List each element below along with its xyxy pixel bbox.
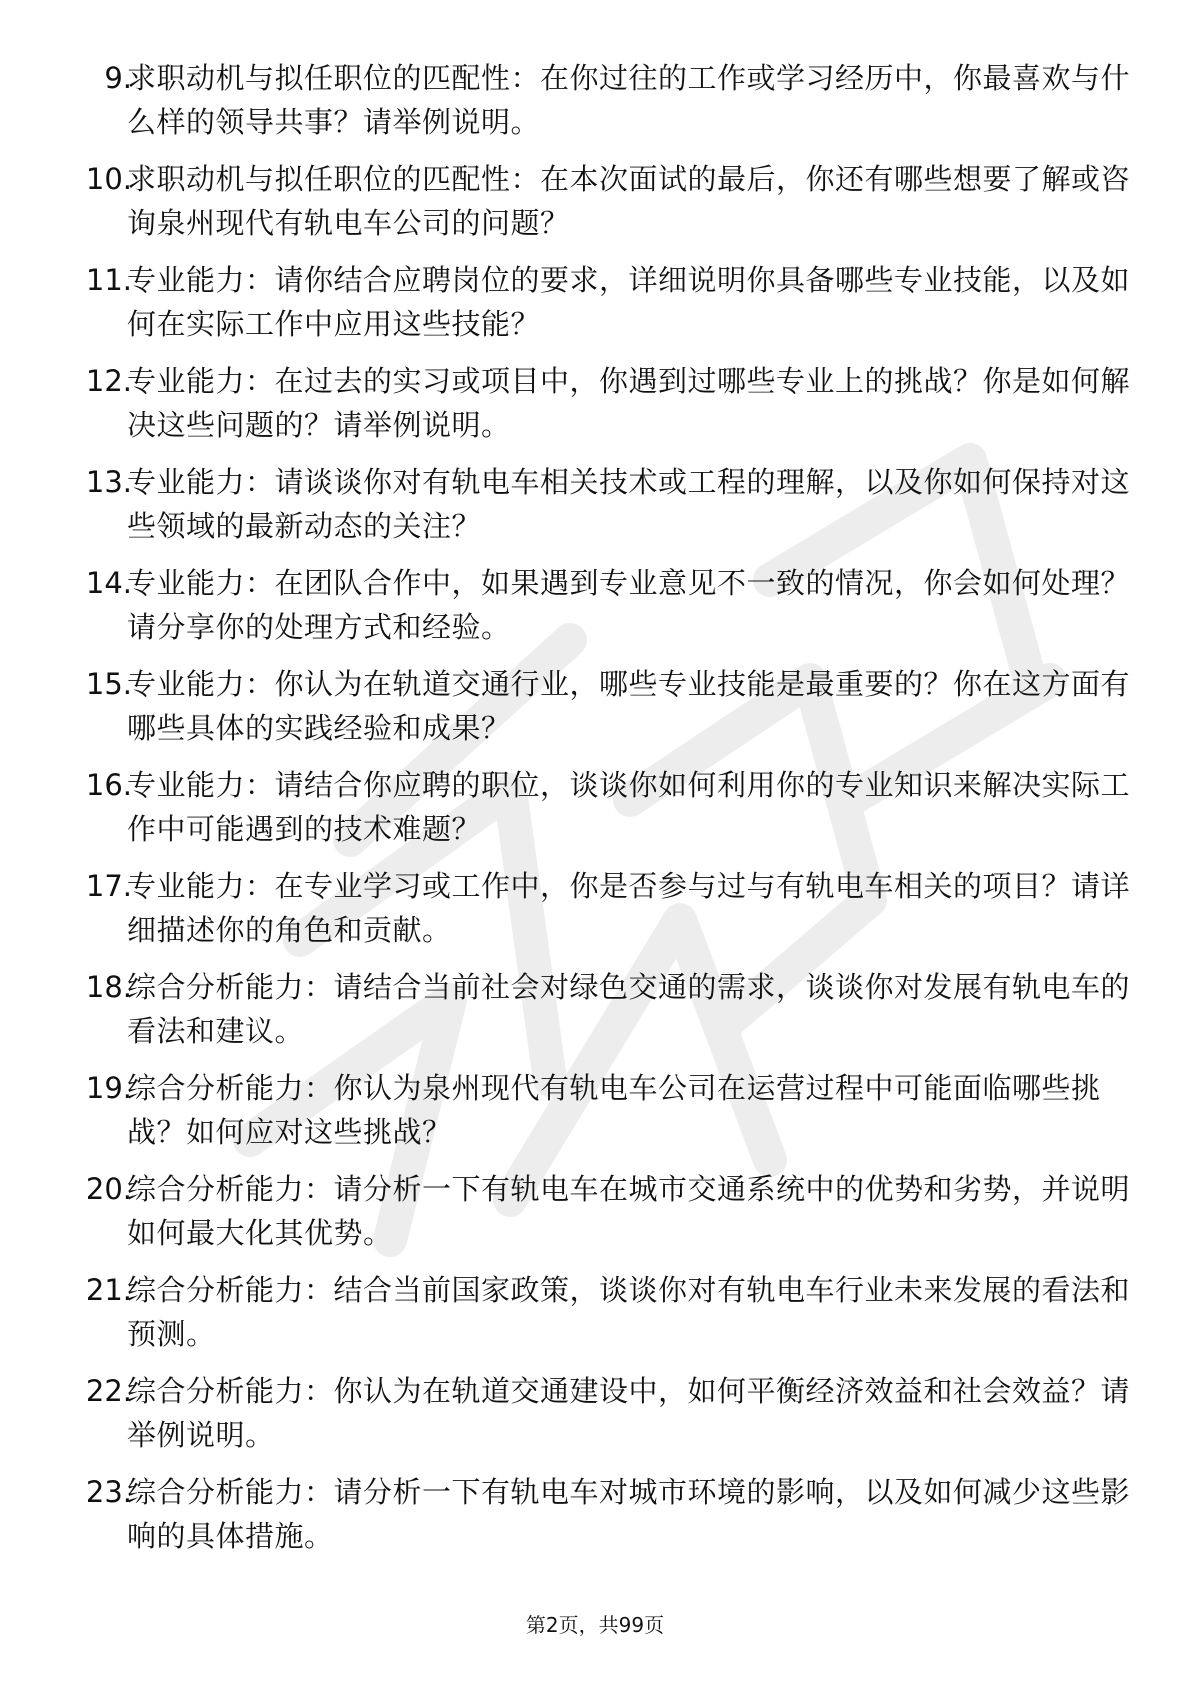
page-footer: 第2页，共99页	[525, 1613, 665, 1637]
question-text: 专业能力：请谈谈你对有轨电车相关技术或工程的理解，以及你如何保持对这些领域的最新动态的关注？	[127, 465, 1131, 543]
question-text: 综合分析能力：请分析一下有轨电车对城市环境的影响，以及如何减少这些影响的具体措施。	[127, 1475, 1131, 1553]
question-number: 17.	[85, 869, 132, 903]
question-number: 20.	[85, 1172, 132, 1206]
question-text: 求职动机与拟任职位的匹配性：在本次面试的最后，你还有哪些想要了解或咨询泉州现代有轨电车公司的问题？	[127, 162, 1131, 240]
question-item	[0, 1470, 1190, 1571]
question-number: 15.	[85, 667, 132, 701]
question-item	[0, 157, 1190, 258]
question-number: 21.	[85, 1273, 132, 1307]
question-text: 专业能力：在专业学习或工作中，你是否参与过与有轨电车相关的项目？请详细描述你的角色和贡献。	[127, 869, 1131, 947]
question-text: 专业能力：请结合你应聘的职位，谈谈你如何利用你的专业知识来解决实际工作中可能遇到的技术难题？	[127, 768, 1131, 846]
question-number: 18.	[85, 970, 132, 1004]
question-item	[0, 460, 1190, 561]
question-number: 13.	[85, 465, 132, 499]
question-text: 综合分析能力：你认为泉州现代有轨电车公司在运营过程中可能面临哪些挑战？如何应对这些挑战？	[127, 1071, 1101, 1149]
question-number: 14.	[85, 566, 132, 600]
question-item	[0, 763, 1190, 864]
question-number: 16.	[85, 768, 132, 802]
question-text: 综合分析能力：请分析一下有轨电车在城市交通系统中的优势和劣势，并说明如何最大化其优势。	[127, 1172, 1131, 1250]
question-item	[0, 1167, 1190, 1268]
question-text: 综合分析能力：结合当前国家政策，谈谈你对有轨电车行业未来发展的看法和预测。	[127, 1273, 1131, 1351]
question-number: 12.	[85, 364, 132, 398]
question-item	[0, 1066, 1190, 1167]
question-item	[0, 258, 1190, 359]
question-text: 专业能力：在团队合作中，如果遇到专业意见不一致的情况，你会如何处理？请分享你的处理方式和经验。	[127, 566, 1131, 644]
question-item	[0, 965, 1190, 1066]
question-number: 11.	[85, 263, 132, 297]
question-item	[0, 1369, 1190, 1470]
question-number: 23.	[85, 1475, 132, 1509]
question-number: 19.	[85, 1071, 132, 1105]
question-list	[0, 56, 1190, 1571]
question-text: 专业能力：在过去的实习或项目中，你遇到过哪些专业上的挑战？你是如何解决这些问题的？请举例说明。	[127, 364, 1131, 442]
question-item	[0, 1268, 1190, 1369]
question-text: 专业能力：请你结合应聘岗位的要求，详细说明你具备哪些专业技能，以及如何在实际工作中应用这些技能？	[127, 263, 1131, 341]
question-number: 22.	[85, 1374, 132, 1408]
question-item	[0, 662, 1190, 763]
question-text: 综合分析能力：请结合当前社会对绿色交通的需求，谈谈你对发展有轨电车的看法和建议。	[127, 970, 1131, 1048]
question-text: 专业能力：你认为在轨道交通行业，哪些专业技能是最重要的？你在这方面有哪些具体的实践经验和成果？	[127, 667, 1131, 745]
question-number: 10.	[85, 162, 132, 196]
question-item	[0, 359, 1190, 460]
question-text: 求职动机与拟任职位的匹配性：在你过往的工作或学习经历中，你最喜欢与什么样的领导共事？请举例说明。	[127, 61, 1131, 139]
question-item	[0, 561, 1190, 662]
question-number: 9.	[104, 61, 132, 95]
question-item	[0, 864, 1190, 965]
question-item	[0, 56, 1190, 157]
question-text: 综合分析能力：你认为在轨道交通建设中，如何平衡经济效益和社会效益？请举例说明。	[127, 1374, 1131, 1452]
